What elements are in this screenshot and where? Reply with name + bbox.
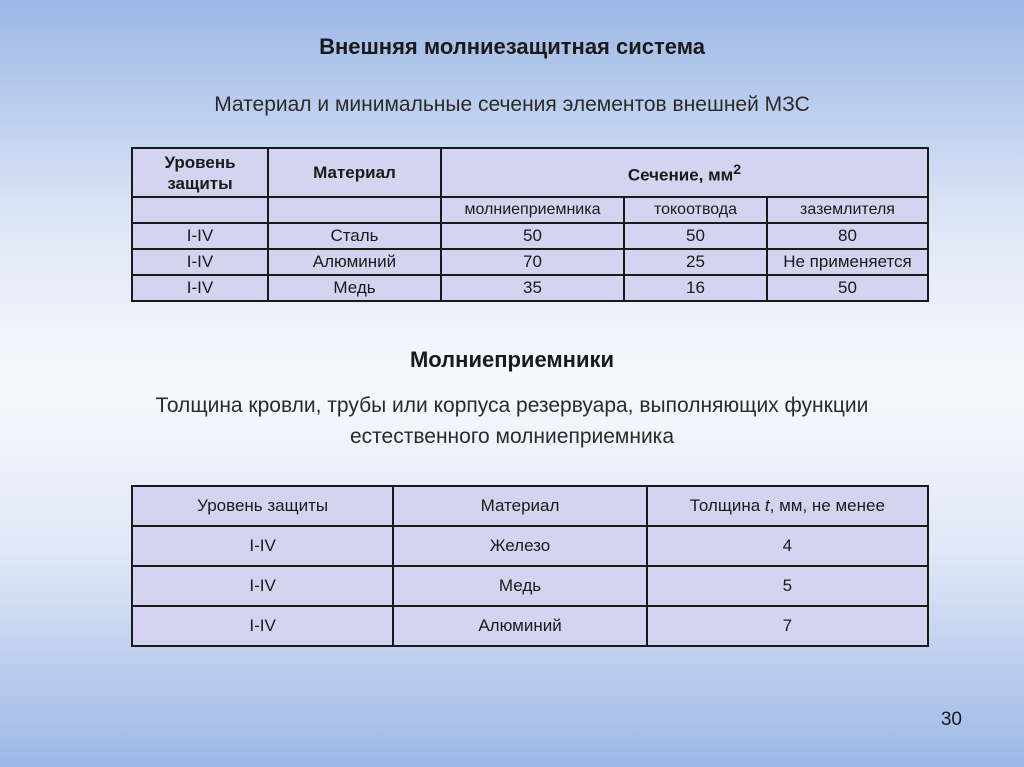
- cell-receiver: 50: [441, 223, 624, 249]
- table-row: [132, 606, 928, 646]
- cell-material: Алюминий: [268, 249, 441, 275]
- header-thickness: [647, 486, 928, 526]
- cell-conductor: 16: [624, 275, 767, 301]
- header-section: [441, 148, 928, 197]
- subheader-conductor: токоотвода: [624, 197, 767, 223]
- subheader-ground: заземлителя: [767, 197, 928, 223]
- header-level: Уровень защиты: [132, 148, 268, 197]
- cell-material: Медь: [268, 275, 441, 301]
- cell-ground: Не применяется: [767, 249, 928, 275]
- cell-material: Железо: [393, 526, 646, 566]
- cell-receiver: 35: [441, 275, 624, 301]
- cell-level: I-IV: [132, 526, 393, 566]
- cell-level: I-IV: [132, 606, 393, 646]
- cell-ground: 80: [767, 223, 928, 249]
- header-thickness-variable: t: [764, 496, 770, 515]
- description-line: естественного молниеприемника: [349, 425, 674, 448]
- cell-ground: 50: [767, 275, 928, 301]
- table-header-row: [132, 486, 928, 526]
- table-subheader-row: [132, 197, 928, 223]
- header-level: Уровень защиты: [132, 486, 393, 526]
- slide-title: Внешняя молниезащитная система: [319, 34, 705, 59]
- header-material: Материал: [268, 148, 441, 197]
- header-thickness-prefix: Толщина: [689, 496, 765, 515]
- cell-level: I-IV: [132, 249, 268, 275]
- cell-material: Сталь: [268, 223, 441, 249]
- section-description: [0, 390, 1024, 452]
- cell-level: I-IV: [132, 275, 268, 301]
- cross-section-table: [131, 147, 929, 302]
- thickness-table: [131, 485, 929, 647]
- header-thickness-suffix: , мм, не менее: [769, 496, 885, 515]
- cell-level: I-IV: [132, 223, 268, 249]
- cell-thickness: 7: [647, 606, 928, 646]
- cell-receiver: 70: [441, 249, 624, 275]
- cell-thickness: 4: [647, 526, 928, 566]
- table-row: [132, 223, 928, 249]
- slide-subtitle: Материал и минимальные сечения элементов внешней МЗС: [214, 93, 810, 116]
- description-line: Толщина кровли, трубы или корпуса резервуара, выполняющих функции: [155, 394, 869, 417]
- table-header-row: [132, 148, 928, 197]
- subheader-empty: [268, 197, 441, 223]
- table-row: [132, 526, 928, 566]
- table-row: [132, 566, 928, 606]
- cell-conductor: 50: [624, 223, 767, 249]
- cell-conductor: 25: [624, 249, 767, 275]
- page-number: 30: [940, 709, 962, 730]
- cell-thickness: 5: [647, 566, 928, 606]
- table-row: [132, 249, 928, 275]
- header-material: Материал: [393, 486, 646, 526]
- cell-material: Медь: [393, 566, 646, 606]
- cell-material: Алюминий: [393, 606, 646, 646]
- section-title: Молниеприемники: [409, 347, 615, 372]
- header-section-label: Сечение, мм: [627, 165, 734, 185]
- header-section-superscript: 2: [733, 161, 742, 178]
- subheader-empty: [132, 197, 268, 223]
- subheader-receiver: молниеприемника: [441, 197, 624, 223]
- table-row: [132, 275, 928, 301]
- cell-level: I-IV: [132, 566, 393, 606]
